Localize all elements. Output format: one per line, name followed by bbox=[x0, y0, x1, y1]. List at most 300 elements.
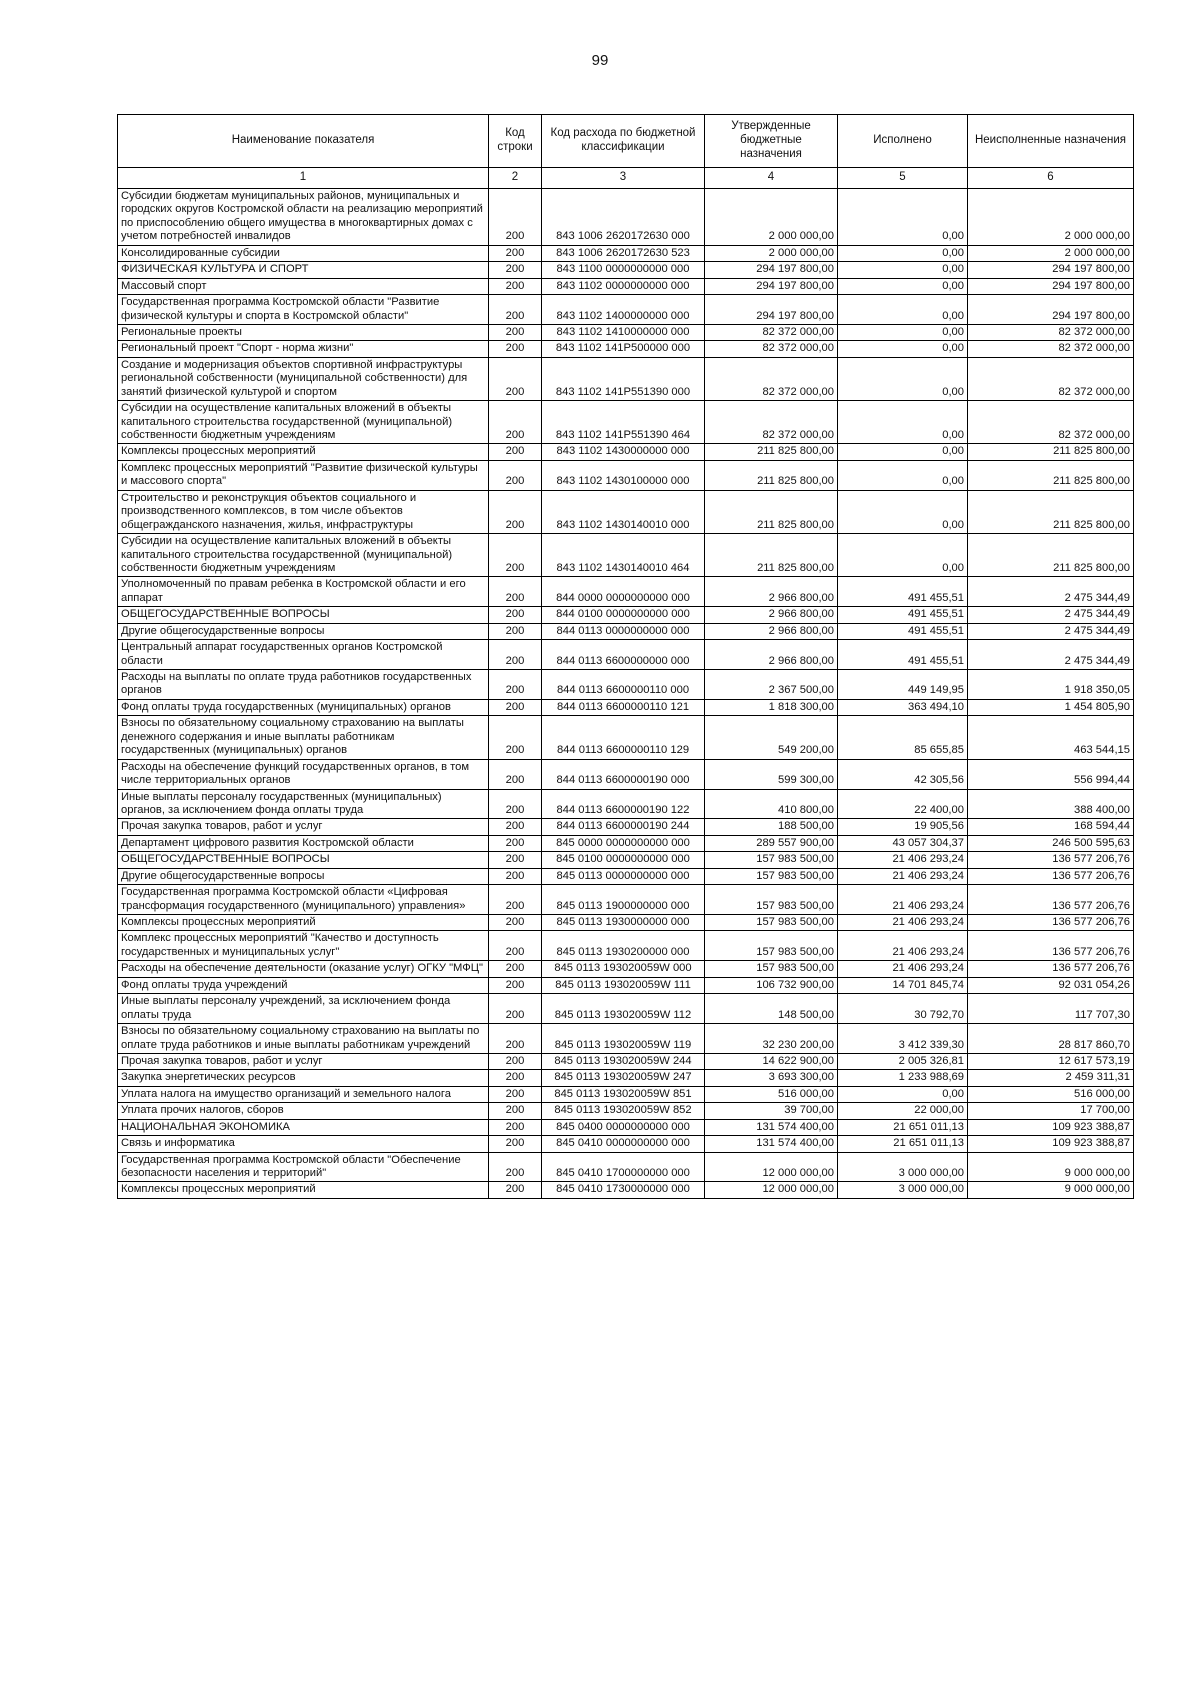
indicator-name-cell: Взносы по обязательному социальному страхованию на выплаты по оплате труда работников и иные выплаты работникам учреждений bbox=[118, 1024, 489, 1054]
indicator-name-cell: Расходы на выплаты по оплате труда работников государственных органов bbox=[118, 670, 489, 700]
approved-amount-cell: 289 557 900,00 bbox=[705, 835, 838, 851]
budget-code-cell: 845 0113 1930200000 000 bbox=[542, 931, 705, 961]
indicator-name-cell: ОБЩЕГОСУДАРСТВЕННЫЕ ВОПРОСЫ bbox=[118, 607, 489, 623]
indicator-name-cell: ФИЗИЧЕСКАЯ КУЛЬТУРА И СПОРТ bbox=[118, 262, 489, 278]
approved-amount-cell: 39 700,00 bbox=[705, 1103, 838, 1119]
table-row bbox=[118, 278, 1134, 294]
table-row bbox=[118, 623, 1134, 639]
executed-amount-cell: 42 305,56 bbox=[838, 759, 968, 789]
approved-amount-cell: 211 825 800,00 bbox=[705, 444, 838, 460]
unexecuted-amount-cell: 2 000 000,00 bbox=[968, 245, 1134, 261]
budget-code-cell: 843 1102 141P551390 464 bbox=[542, 401, 705, 444]
line-code-cell: 200 bbox=[489, 699, 542, 715]
approved-amount-cell: 32 230 200,00 bbox=[705, 1024, 838, 1054]
table-row bbox=[118, 401, 1134, 444]
line-code-cell: 200 bbox=[489, 931, 542, 961]
executed-amount-cell: 491 455,51 bbox=[838, 577, 968, 607]
executed-amount-cell: 491 455,51 bbox=[838, 607, 968, 623]
table-row bbox=[118, 1053, 1134, 1069]
indicator-name-cell: Уполномоченный по правам ребенка в Костромской области и его аппарат bbox=[118, 577, 489, 607]
approved-amount-cell: 131 574 400,00 bbox=[705, 1119, 838, 1135]
indicator-name-cell: Комплекс процессных мероприятий "Развитие физической культуры и массового спорта" bbox=[118, 460, 489, 490]
indicator-name-cell: Иные выплаты персоналу государственных (муниципальных) органов, за исключением фонда оплаты труда bbox=[118, 789, 489, 819]
budget-code-cell: 843 1102 141P551390 000 bbox=[542, 357, 705, 400]
line-code-cell: 200 bbox=[489, 324, 542, 340]
column-number: 2 bbox=[489, 168, 542, 189]
executed-amount-cell: 3 412 339,30 bbox=[838, 1024, 968, 1054]
unexecuted-amount-cell: 211 825 800,00 bbox=[968, 460, 1134, 490]
indicator-name-cell: Уплата налога на имущество организаций и земельного налога bbox=[118, 1086, 489, 1102]
executed-amount-cell: 0,00 bbox=[838, 262, 968, 278]
table-row bbox=[118, 245, 1134, 261]
table-row bbox=[118, 324, 1134, 340]
unexecuted-amount-cell: 92 031 054,26 bbox=[968, 977, 1134, 993]
executed-amount-cell: 2 005 326,81 bbox=[838, 1053, 968, 1069]
table-row bbox=[118, 819, 1134, 835]
executed-amount-cell: 21 406 293,24 bbox=[838, 868, 968, 884]
line-code-cell: 200 bbox=[489, 1103, 542, 1119]
indicator-name-cell: Комплексы процессных мероприятий bbox=[118, 1182, 489, 1198]
indicator-name-cell: Субсидии на осуществление капитальных вложений в объекты капитального строительства государственной (муниципальной) собственности бюджетным учреждениям bbox=[118, 534, 489, 577]
budget-code-cell: 845 0113 1930000000 000 bbox=[542, 915, 705, 931]
budget-code-cell: 843 1102 0000000000 000 bbox=[542, 278, 705, 294]
approved-amount-cell: 82 372 000,00 bbox=[705, 341, 838, 357]
approved-amount-cell: 82 372 000,00 bbox=[705, 324, 838, 340]
executed-amount-cell: 19 905,56 bbox=[838, 819, 968, 835]
indicator-name-cell: Субсидии бюджетам муниципальных районов, муниципальных и городских округов Костромской области на реализацию мероприятий по приспособлению общего имущества в многоквартирных домах с учетом потребностей инвалидов bbox=[118, 189, 489, 246]
unexecuted-amount-cell: 211 825 800,00 bbox=[968, 534, 1134, 577]
line-code-cell: 200 bbox=[489, 915, 542, 931]
indicator-name-cell: Расходы на обеспечение функций государственных органов, в том числе территориальных органов bbox=[118, 759, 489, 789]
executed-amount-cell: 0,00 bbox=[838, 1086, 968, 1102]
budget-code-cell: 845 0113 1900000000 000 bbox=[542, 885, 705, 915]
line-code-cell: 200 bbox=[489, 1053, 542, 1069]
unexecuted-amount-cell: 82 372 000,00 bbox=[968, 401, 1134, 444]
table-row bbox=[118, 1070, 1134, 1086]
indicator-name-cell: Государственная программа Костромской области "Развитие физической культуры и спорта в Костромской области" bbox=[118, 295, 489, 325]
executed-amount-cell: 85 655,85 bbox=[838, 716, 968, 759]
line-code-cell: 200 bbox=[489, 1070, 542, 1086]
table-row bbox=[118, 885, 1134, 915]
budget-code-cell: 845 0000 0000000000 000 bbox=[542, 835, 705, 851]
budget-code-cell: 843 1006 2620172630 523 bbox=[542, 245, 705, 261]
approved-amount-cell: 294 197 800,00 bbox=[705, 278, 838, 294]
column-number: 6 bbox=[968, 168, 1134, 189]
approved-amount-cell: 3 693 300,00 bbox=[705, 1070, 838, 1086]
unexecuted-amount-cell: 109 923 388,87 bbox=[968, 1119, 1134, 1135]
table-row bbox=[118, 262, 1134, 278]
line-code-cell: 200 bbox=[489, 460, 542, 490]
budget-code-cell: 843 1006 2620172630 000 bbox=[542, 189, 705, 246]
budget-code-cell: 844 0113 6600000190 000 bbox=[542, 759, 705, 789]
approved-amount-cell: 294 197 800,00 bbox=[705, 262, 838, 278]
indicator-name-cell: Фонд оплаты труда государственных (муниципальных) органов bbox=[118, 699, 489, 715]
budget-code-cell: 843 1100 0000000000 000 bbox=[542, 262, 705, 278]
unexecuted-amount-cell: 556 994,44 bbox=[968, 759, 1134, 789]
approved-amount-cell: 294 197 800,00 bbox=[705, 295, 838, 325]
line-code-cell: 200 bbox=[489, 759, 542, 789]
table-row bbox=[118, 977, 1134, 993]
column-number: 3 bbox=[542, 168, 705, 189]
indicator-name-cell: Субсидии на осуществление капитальных вложений в объекты капитального строительства государственной (муниципальной) собственности бюджетным учреждениям bbox=[118, 401, 489, 444]
line-code-cell: 200 bbox=[489, 885, 542, 915]
line-code-cell: 200 bbox=[489, 670, 542, 700]
budget-code-cell: 845 0113 193020059W 247 bbox=[542, 1070, 705, 1086]
table-row bbox=[118, 852, 1134, 868]
table-row bbox=[118, 577, 1134, 607]
indicator-name-cell: Закупка энергетических ресурсов bbox=[118, 1070, 489, 1086]
indicator-name-cell: ОБЩЕГОСУДАРСТВЕННЫЕ ВОПРОСЫ bbox=[118, 852, 489, 868]
header-indicator-name: Наименование показателя bbox=[118, 115, 489, 168]
executed-amount-cell: 449 149,95 bbox=[838, 670, 968, 700]
budget-code-cell: 845 0113 193020059W 000 bbox=[542, 961, 705, 977]
indicator-name-cell: Департамент цифрового развития Костромской области bbox=[118, 835, 489, 851]
line-code-cell: 200 bbox=[489, 961, 542, 977]
executed-amount-cell: 3 000 000,00 bbox=[838, 1182, 968, 1198]
table-row bbox=[118, 699, 1134, 715]
line-code-cell: 200 bbox=[489, 278, 542, 294]
executed-amount-cell: 0,00 bbox=[838, 245, 968, 261]
budget-code-cell: 843 1102 1430000000 000 bbox=[542, 444, 705, 460]
executed-amount-cell: 0,00 bbox=[838, 534, 968, 577]
executed-amount-cell: 363 494,10 bbox=[838, 699, 968, 715]
unexecuted-amount-cell: 82 372 000,00 bbox=[968, 324, 1134, 340]
approved-amount-cell: 599 300,00 bbox=[705, 759, 838, 789]
approved-amount-cell: 211 825 800,00 bbox=[705, 490, 838, 533]
indicator-name-cell: Массовый спорт bbox=[118, 278, 489, 294]
executed-amount-cell: 21 406 293,24 bbox=[838, 915, 968, 931]
unexecuted-amount-cell: 136 577 206,76 bbox=[968, 852, 1134, 868]
approved-amount-cell: 2 000 000,00 bbox=[705, 245, 838, 261]
approved-amount-cell: 14 622 900,00 bbox=[705, 1053, 838, 1069]
approved-amount-cell: 12 000 000,00 bbox=[705, 1152, 838, 1182]
unexecuted-amount-cell: 2 475 344,49 bbox=[968, 623, 1134, 639]
table-row bbox=[118, 670, 1134, 700]
approved-amount-cell: 157 983 500,00 bbox=[705, 868, 838, 884]
budget-code-cell: 844 0113 6600000190 244 bbox=[542, 819, 705, 835]
executed-amount-cell: 22 400,00 bbox=[838, 789, 968, 819]
unexecuted-amount-cell: 211 825 800,00 bbox=[968, 444, 1134, 460]
table-row bbox=[118, 1024, 1134, 1054]
budget-code-cell: 843 1102 1400000000 000 bbox=[542, 295, 705, 325]
line-code-cell: 200 bbox=[489, 607, 542, 623]
indicator-name-cell: Центральный аппарат государственных органов Костромской области bbox=[118, 640, 489, 670]
executed-amount-cell: 0,00 bbox=[838, 341, 968, 357]
executed-amount-cell: 21 406 293,24 bbox=[838, 931, 968, 961]
line-code-cell: 200 bbox=[489, 852, 542, 868]
table-row bbox=[118, 357, 1134, 400]
budget-code-cell: 843 1102 141P500000 000 bbox=[542, 341, 705, 357]
column-number: 5 bbox=[838, 168, 968, 189]
budget-code-cell: 843 1102 1430140010 464 bbox=[542, 534, 705, 577]
line-code-cell: 200 bbox=[489, 262, 542, 278]
approved-amount-cell: 157 983 500,00 bbox=[705, 931, 838, 961]
indicator-name-cell: Региональные проекты bbox=[118, 324, 489, 340]
executed-amount-cell: 0,00 bbox=[838, 357, 968, 400]
approved-amount-cell: 549 200,00 bbox=[705, 716, 838, 759]
table-row bbox=[118, 931, 1134, 961]
table-row bbox=[118, 460, 1134, 490]
table-row bbox=[118, 789, 1134, 819]
line-code-cell: 200 bbox=[489, 577, 542, 607]
unexecuted-amount-cell: 136 577 206,76 bbox=[968, 885, 1134, 915]
executed-amount-cell: 30 792,70 bbox=[838, 994, 968, 1024]
indicator-name-cell: Консолидированные субсидии bbox=[118, 245, 489, 261]
header-unexecuted: Неисполненные назначения bbox=[968, 115, 1134, 168]
unexecuted-amount-cell: 2 475 344,49 bbox=[968, 607, 1134, 623]
unexecuted-amount-cell: 82 372 000,00 bbox=[968, 341, 1134, 357]
budget-code-cell: 845 0113 193020059W 119 bbox=[542, 1024, 705, 1054]
budget-code-cell: 845 0113 193020059W 112 bbox=[542, 994, 705, 1024]
page-number: 99 bbox=[591, 52, 609, 69]
unexecuted-amount-cell: 2 000 000,00 bbox=[968, 189, 1134, 246]
indicator-name-cell: Создание и модернизация объектов спортивной инфраструктуры региональной собственности (муниципальной собственности) для занятий физической культурой и спортом bbox=[118, 357, 489, 400]
approved-amount-cell: 188 500,00 bbox=[705, 819, 838, 835]
budget-code-cell: 844 0000 0000000000 000 bbox=[542, 577, 705, 607]
line-code-cell: 200 bbox=[489, 835, 542, 851]
approved-amount-cell: 516 000,00 bbox=[705, 1086, 838, 1102]
table-row bbox=[118, 835, 1134, 851]
unexecuted-amount-cell: 211 825 800,00 bbox=[968, 490, 1134, 533]
indicator-name-cell: Взносы по обязательному социальному страхованию на выплаты денежного содержания и иные выплаты работникам государственных (муниципальных) органов bbox=[118, 716, 489, 759]
header-executed: Исполнено bbox=[838, 115, 968, 168]
table-row bbox=[118, 1136, 1134, 1152]
budget-code-cell: 845 0410 1730000000 000 bbox=[542, 1182, 705, 1198]
approved-amount-cell: 157 983 500,00 bbox=[705, 915, 838, 931]
unexecuted-amount-cell: 516 000,00 bbox=[968, 1086, 1134, 1102]
indicator-name-cell: Связь и информатика bbox=[118, 1136, 489, 1152]
unexecuted-amount-cell: 109 923 388,87 bbox=[968, 1136, 1134, 1152]
budget-code-cell: 844 0113 6600000190 122 bbox=[542, 789, 705, 819]
executed-amount-cell: 491 455,51 bbox=[838, 623, 968, 639]
executed-amount-cell: 21 651 011,13 bbox=[838, 1136, 968, 1152]
budget-code-cell: 845 0113 193020059W 244 bbox=[542, 1053, 705, 1069]
approved-amount-cell: 211 825 800,00 bbox=[705, 460, 838, 490]
indicator-name-cell: Иные выплаты персоналу учреждений, за исключением фонда оплаты труда bbox=[118, 994, 489, 1024]
approved-amount-cell: 1 818 300,00 bbox=[705, 699, 838, 715]
approved-amount-cell: 106 732 900,00 bbox=[705, 977, 838, 993]
table-row bbox=[118, 759, 1134, 789]
budget-code-cell: 845 0100 0000000000 000 bbox=[542, 852, 705, 868]
executed-amount-cell: 43 057 304,37 bbox=[838, 835, 968, 851]
table-row bbox=[118, 1119, 1134, 1135]
table-row bbox=[118, 1182, 1134, 1198]
executed-amount-cell: 491 455,51 bbox=[838, 640, 968, 670]
unexecuted-amount-cell: 136 577 206,76 bbox=[968, 961, 1134, 977]
approved-amount-cell: 2 966 800,00 bbox=[705, 640, 838, 670]
approved-amount-cell: 157 983 500,00 bbox=[705, 885, 838, 915]
column-number: 1 bbox=[118, 168, 489, 189]
column-number: 4 bbox=[705, 168, 838, 189]
line-code-cell: 200 bbox=[489, 977, 542, 993]
indicator-name-cell: Прочая закупка товаров, работ и услуг bbox=[118, 819, 489, 835]
indicator-name-cell: Комплексы процессных мероприятий bbox=[118, 915, 489, 931]
budget-code-cell: 843 1102 1430100000 000 bbox=[542, 460, 705, 490]
executed-amount-cell: 0,00 bbox=[838, 295, 968, 325]
unexecuted-amount-cell: 136 577 206,76 bbox=[968, 915, 1134, 931]
unexecuted-amount-cell: 463 544,15 bbox=[968, 716, 1134, 759]
budget-code-cell: 845 0113 193020059W 852 bbox=[542, 1103, 705, 1119]
executed-amount-cell: 22 000,00 bbox=[838, 1103, 968, 1119]
line-code-cell: 200 bbox=[489, 1119, 542, 1135]
indicator-name-cell: Другие общегосударственные вопросы bbox=[118, 868, 489, 884]
approved-amount-cell: 2 966 800,00 bbox=[705, 577, 838, 607]
budget-code-cell: 844 0113 6600000000 000 bbox=[542, 640, 705, 670]
table-row bbox=[118, 341, 1134, 357]
table-row bbox=[118, 534, 1134, 577]
table-row bbox=[118, 915, 1134, 931]
unexecuted-amount-cell: 12 617 573,19 bbox=[968, 1053, 1134, 1069]
line-code-cell: 200 bbox=[489, 1024, 542, 1054]
executed-amount-cell: 0,00 bbox=[838, 460, 968, 490]
executed-amount-cell: 0,00 bbox=[838, 324, 968, 340]
budget-execution-table bbox=[117, 114, 1134, 1199]
line-code-cell: 200 bbox=[489, 534, 542, 577]
indicator-name-cell: Региональный проект "Спорт - норма жизни" bbox=[118, 341, 489, 357]
line-code-cell: 200 bbox=[489, 401, 542, 444]
indicator-name-cell: Государственная программа Костромской области «Цифровая трансформация государственного (муниципального) управления» bbox=[118, 885, 489, 915]
executed-amount-cell: 0,00 bbox=[838, 444, 968, 460]
executed-amount-cell: 21 406 293,24 bbox=[838, 961, 968, 977]
indicator-name-cell: Другие общегосударственные вопросы bbox=[118, 623, 489, 639]
approved-amount-cell: 82 372 000,00 bbox=[705, 401, 838, 444]
budget-code-cell: 844 0113 6600000110 129 bbox=[542, 716, 705, 759]
budget-code-cell: 845 0113 0000000000 000 bbox=[542, 868, 705, 884]
unexecuted-amount-cell: 9 000 000,00 bbox=[968, 1152, 1134, 1182]
unexecuted-amount-cell: 168 594,44 bbox=[968, 819, 1134, 835]
line-code-cell: 200 bbox=[489, 716, 542, 759]
budget-code-cell: 845 0410 0000000000 000 bbox=[542, 1136, 705, 1152]
line-code-cell: 200 bbox=[489, 1086, 542, 1102]
unexecuted-amount-cell: 136 577 206,76 bbox=[968, 868, 1134, 884]
budget-code-cell: 844 0113 6600000110 121 bbox=[542, 699, 705, 715]
table-row bbox=[118, 961, 1134, 977]
approved-amount-cell: 2 966 800,00 bbox=[705, 607, 838, 623]
table-row bbox=[118, 444, 1134, 460]
table-row bbox=[118, 295, 1134, 325]
executed-amount-cell: 0,00 bbox=[838, 189, 968, 246]
executed-amount-cell: 21 406 293,24 bbox=[838, 885, 968, 915]
approved-amount-cell: 211 825 800,00 bbox=[705, 534, 838, 577]
line-code-cell: 200 bbox=[489, 490, 542, 533]
unexecuted-amount-cell: 1 918 350,05 bbox=[968, 670, 1134, 700]
unexecuted-amount-cell: 2 475 344,49 bbox=[968, 577, 1134, 607]
unexecuted-amount-cell: 28 817 860,70 bbox=[968, 1024, 1134, 1054]
header-approved: Утвержденные бюджетные назначения bbox=[705, 115, 838, 168]
table-row bbox=[118, 490, 1134, 533]
approved-amount-cell: 2 966 800,00 bbox=[705, 623, 838, 639]
unexecuted-amount-cell: 17 700,00 bbox=[968, 1103, 1134, 1119]
unexecuted-amount-cell: 9 000 000,00 bbox=[968, 1182, 1134, 1198]
line-code-cell: 200 bbox=[489, 640, 542, 670]
indicator-name-cell: Государственная программа Костромской области "Обеспечение безопасности населения и территорий" bbox=[118, 1152, 489, 1182]
budget-code-cell: 845 0400 0000000000 000 bbox=[542, 1119, 705, 1135]
unexecuted-amount-cell: 294 197 800,00 bbox=[968, 278, 1134, 294]
indicator-name-cell: НАЦИОНАЛЬНАЯ ЭКОНОМИКА bbox=[118, 1119, 489, 1135]
approved-amount-cell: 157 983 500,00 bbox=[705, 852, 838, 868]
unexecuted-amount-cell: 294 197 800,00 bbox=[968, 262, 1134, 278]
line-code-cell: 200 bbox=[489, 245, 542, 261]
line-code-cell: 200 bbox=[489, 868, 542, 884]
unexecuted-amount-cell: 2 475 344,49 bbox=[968, 640, 1134, 670]
budget-code-cell: 845 0113 193020059W 851 bbox=[542, 1086, 705, 1102]
executed-amount-cell: 0,00 bbox=[838, 490, 968, 533]
approved-amount-cell: 410 800,00 bbox=[705, 789, 838, 819]
executed-amount-cell: 0,00 bbox=[838, 278, 968, 294]
executed-amount-cell: 0,00 bbox=[838, 401, 968, 444]
indicator-name-cell: Уплата прочих налогов, сборов bbox=[118, 1103, 489, 1119]
indicator-name-cell: Прочая закупка товаров, работ и услуг bbox=[118, 1053, 489, 1069]
unexecuted-amount-cell: 136 577 206,76 bbox=[968, 931, 1134, 961]
line-code-cell: 200 bbox=[489, 189, 542, 246]
indicator-name-cell: Строительство и реконструкция объектов социального и производственного комплексов, в том числе объектов общегражданского назначения, жилья, инфраструктуры bbox=[118, 490, 489, 533]
unexecuted-amount-cell: 388 400,00 bbox=[968, 789, 1134, 819]
table-row bbox=[118, 607, 1134, 623]
table-row bbox=[118, 1152, 1134, 1182]
table-row bbox=[118, 716, 1134, 759]
approved-amount-cell: 131 574 400,00 bbox=[705, 1136, 838, 1152]
line-code-cell: 200 bbox=[489, 341, 542, 357]
header-line-code: Код строки bbox=[489, 115, 542, 168]
line-code-cell: 200 bbox=[489, 1136, 542, 1152]
approved-amount-cell: 2 000 000,00 bbox=[705, 189, 838, 246]
approved-amount-cell: 12 000 000,00 bbox=[705, 1182, 838, 1198]
line-code-cell: 200 bbox=[489, 444, 542, 460]
table-row bbox=[118, 994, 1134, 1024]
executed-amount-cell: 21 651 011,13 bbox=[838, 1119, 968, 1135]
table-row bbox=[118, 1086, 1134, 1102]
line-code-cell: 200 bbox=[489, 1152, 542, 1182]
table-row bbox=[118, 640, 1134, 670]
table-row bbox=[118, 189, 1134, 246]
unexecuted-amount-cell: 1 454 805,90 bbox=[968, 699, 1134, 715]
budget-code-cell: 844 0113 6600000110 000 bbox=[542, 670, 705, 700]
budget-code-cell: 844 0113 0000000000 000 bbox=[542, 623, 705, 639]
indicator-name-cell: Комплексы процессных мероприятий bbox=[118, 444, 489, 460]
line-code-cell: 200 bbox=[489, 623, 542, 639]
unexecuted-amount-cell: 117 707,30 bbox=[968, 994, 1134, 1024]
unexecuted-amount-cell: 82 372 000,00 bbox=[968, 357, 1134, 400]
indicator-name-cell: Фонд оплаты труда учреждений bbox=[118, 977, 489, 993]
table-body bbox=[118, 189, 1134, 1199]
table-row bbox=[118, 1103, 1134, 1119]
approved-amount-cell: 157 983 500,00 bbox=[705, 961, 838, 977]
line-code-cell: 200 bbox=[489, 295, 542, 325]
header-budget-code: Код расхода по бюджетной классификации bbox=[542, 115, 705, 168]
line-code-cell: 200 bbox=[489, 789, 542, 819]
line-code-cell: 200 bbox=[489, 1182, 542, 1198]
line-code-cell: 200 bbox=[489, 357, 542, 400]
approved-amount-cell: 2 367 500,00 bbox=[705, 670, 838, 700]
budget-code-cell: 845 0410 1700000000 000 bbox=[542, 1152, 705, 1182]
indicator-name-cell: Расходы на обеспечение деятельности (оказание услуг) ОГКУ "МФЦ" bbox=[118, 961, 489, 977]
executed-amount-cell: 1 233 988,69 bbox=[838, 1070, 968, 1086]
approved-amount-cell: 82 372 000,00 bbox=[705, 357, 838, 400]
executed-amount-cell: 3 000 000,00 bbox=[838, 1152, 968, 1182]
table-row bbox=[118, 868, 1134, 884]
executed-amount-cell: 14 701 845,74 bbox=[838, 977, 968, 993]
unexecuted-amount-cell: 246 500 595,63 bbox=[968, 835, 1134, 851]
budget-code-cell: 845 0113 193020059W 111 bbox=[542, 977, 705, 993]
budget-code-cell: 844 0100 0000000000 000 bbox=[542, 607, 705, 623]
approved-amount-cell: 148 500,00 bbox=[705, 994, 838, 1024]
unexecuted-amount-cell: 294 197 800,00 bbox=[968, 295, 1134, 325]
budget-code-cell: 843 1102 1410000000 000 bbox=[542, 324, 705, 340]
indicator-name-cell: Комплекс процессных мероприятий "Качество и доступность государственных и муниципальных услуг" bbox=[118, 931, 489, 961]
executed-amount-cell: 21 406 293,24 bbox=[838, 852, 968, 868]
budget-code-cell: 843 1102 1430140010 000 bbox=[542, 490, 705, 533]
unexecuted-amount-cell: 2 459 311,31 bbox=[968, 1070, 1134, 1086]
